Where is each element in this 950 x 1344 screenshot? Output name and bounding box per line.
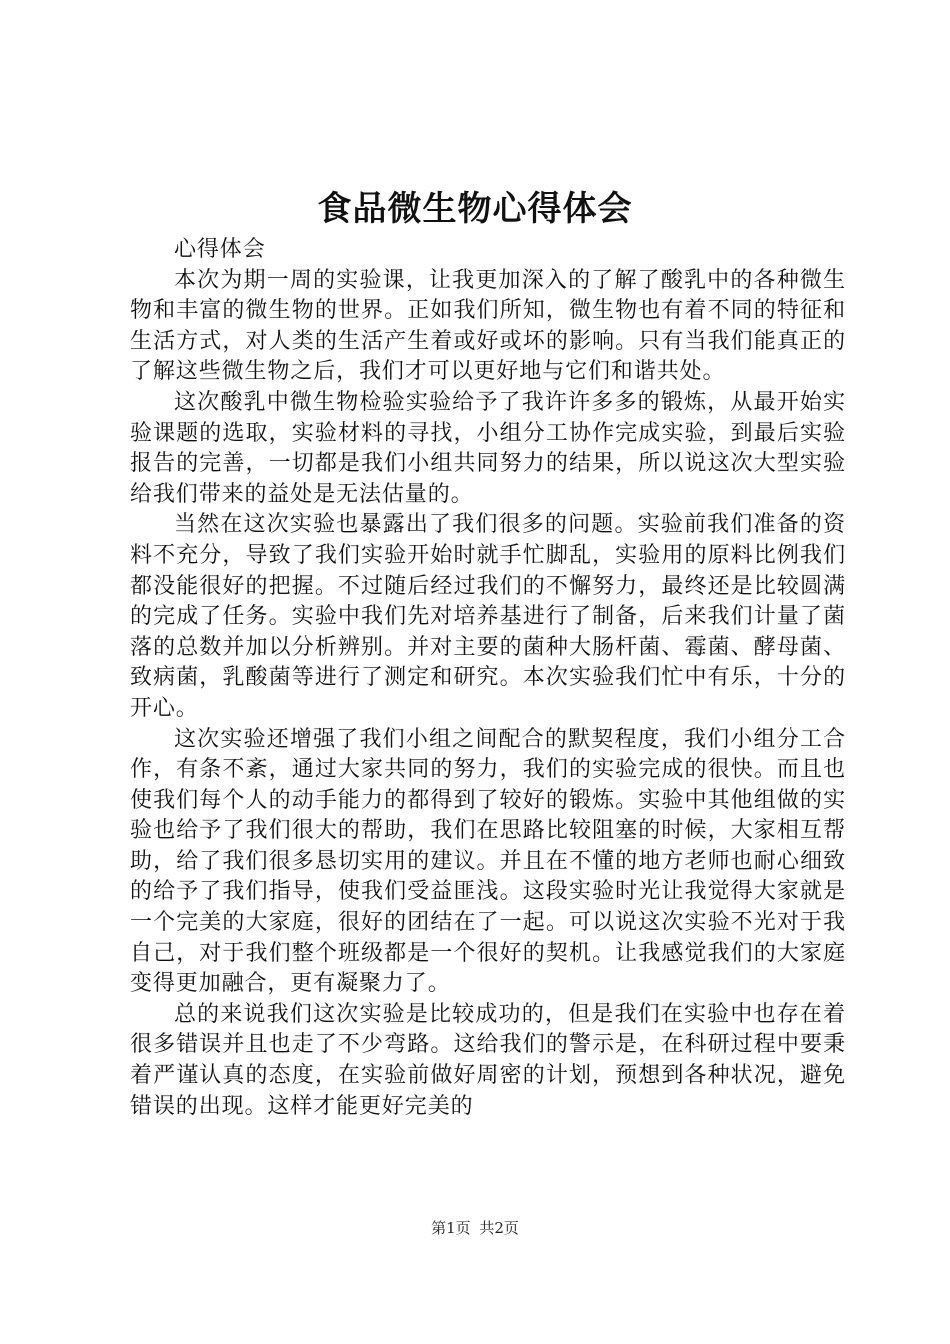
page-total: 共2页: [479, 1219, 519, 1237]
paragraph-heading: 心得体会: [174, 237, 266, 262]
paragraph: 这次实验还增强了我们小组之间配合的默契程度，我们小组分工合作，有条不紊，通过大家共同的努力，我们的实验完成的很快。而且也使我们每个人的动手能力的都得到了较好的锻炼。实验中其他组做的实验也给予了我们很大的帮助，我们在思路比较阻塞的时候，大家相互帮助，给了我们很多恳切实用的建议。并且在不懂的地方老师也耐心细致的给予了我们指导，使我们受益匪浅。这段实验时光让我觉得大家就是一个完美的大家庭，很好的团结在了一起。可以说这次实验不光对于我自己，对于我们整个班级都是一个很好的契机。让我感觉我们的大家庭变得更加融合，更有凝聚力了。: [130, 726, 846, 997]
document-title: 食品微生物心得体会: [317, 189, 633, 229]
document-body: [130, 235, 846, 1122]
page-number: 第1页: [431, 1219, 471, 1237]
paragraph: 这次酸乳中微生物检验实验给予了我许许多多的锻炼，从最开始实验课题的选取，实验材料的寻找，小组分工协作完成实验，到最后实验报告的完善，一切都是我们小组共同努力的结果，所以说这次大型实验给我们带来的益处是无法估量的。: [130, 389, 846, 507]
page-footer: [0, 1218, 950, 1238]
paragraph: 本次为期一周的实验课，让我更加深入的了解了酸乳中的各种微生物和丰富的微生物的世界。正如我们所知，微生物也有着不同的特征和生活方式，对人类的生活产生着或好或坏的影响。只有当我们能真正的了解这些微生物之后，我们才可以更好地与它们和谐共处。: [130, 267, 846, 385]
paragraph: 当然在这次实验也暴露出了我们很多的问题。实验前我们准备的资料不充分，导致了我们实验开始时就手忙脚乱，实验用的原料比例我们都没能很好的把握。不过随后经过我们的不懈努力，最终还是比较圆满的完成了任务。实验中我们先对培养基进行了制备，后来我们计量了菌落的总数并加以分析辨别。并对主要的菌种大肠杆菌、霉菌、酵母菌、致病菌，乳酸菌等进行了测定和研究。本次实验我们忙中有乐，十分的开心。: [130, 512, 846, 721]
paragraph: 总的来说我们这次实验是比较成功的，但是我们在实验中也存在着很多错误并且也走了不少弯路。这给我们的警示是，在科研过程中要秉着严谨认真的态度，在实验前做好周密的计划，预想到各种状况，避免错误的出现。这样才能更好完美的: [130, 1001, 846, 1119]
